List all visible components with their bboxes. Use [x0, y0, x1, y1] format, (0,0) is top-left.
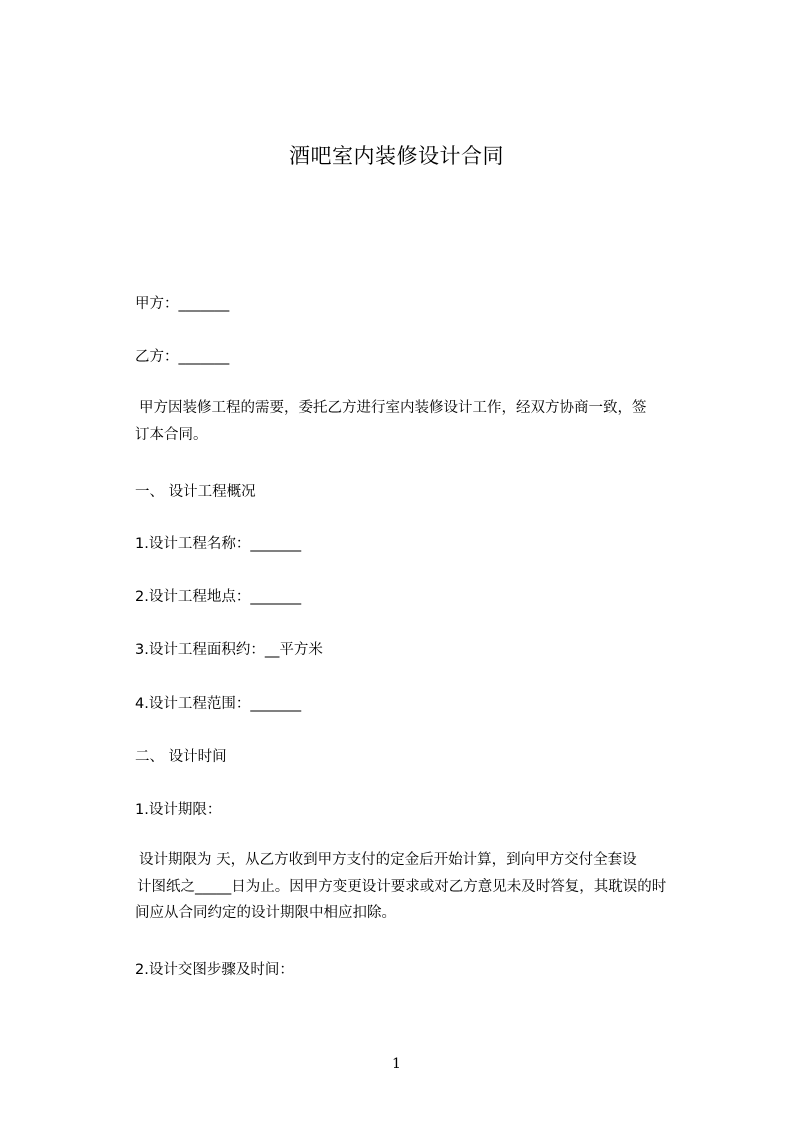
period-line-2: 计图纸之_____日为止。因甲方变更设计要求或对乙方意见未及时答复，其耽误的时 — [137, 878, 667, 895]
intro-paragraph — [135, 395, 701, 448]
section-1-item-3: 3.设计工程面积约：__平方米 — [135, 642, 323, 658]
party-a-line: 甲方：_______ — [135, 296, 230, 312]
period-paragraph — [135, 847, 701, 927]
intro-line-2: 订本合同。 — [135, 426, 208, 443]
period-line-1: 设计期限为 天，从乙方收到甲方支付的定金后开始计算，到向甲方交付全套设 — [139, 852, 637, 868]
page-number: 1 — [392, 1056, 401, 1072]
document-title: 酒吧室内装修设计合同 — [289, 144, 504, 168]
section-2-item-2: 2.设计交图步骤及时间： — [135, 962, 294, 978]
section-1-item-4: 4.设计工程范围：_______ — [135, 696, 302, 712]
section-1-item-1: 1.设计工程名称：_______ — [135, 536, 302, 552]
section-2-heading: 二、 设计时间 — [135, 749, 227, 765]
section-1-heading: 一、 设计工程概况 — [135, 484, 256, 500]
intro-line-1: 甲方因装修工程的需要，委托乙方进行室内装修设计工作，经双方协商一致，签 — [139, 400, 647, 416]
period-line-3: 间应从合同约定的设计期限中相应扣除。 — [135, 905, 396, 921]
party-b-line: 乙方：_______ — [135, 349, 230, 365]
section-1-item-2: 2.设计工程地点：_______ — [135, 589, 302, 605]
section-2-item-1: 1.设计期限： — [135, 802, 222, 818]
